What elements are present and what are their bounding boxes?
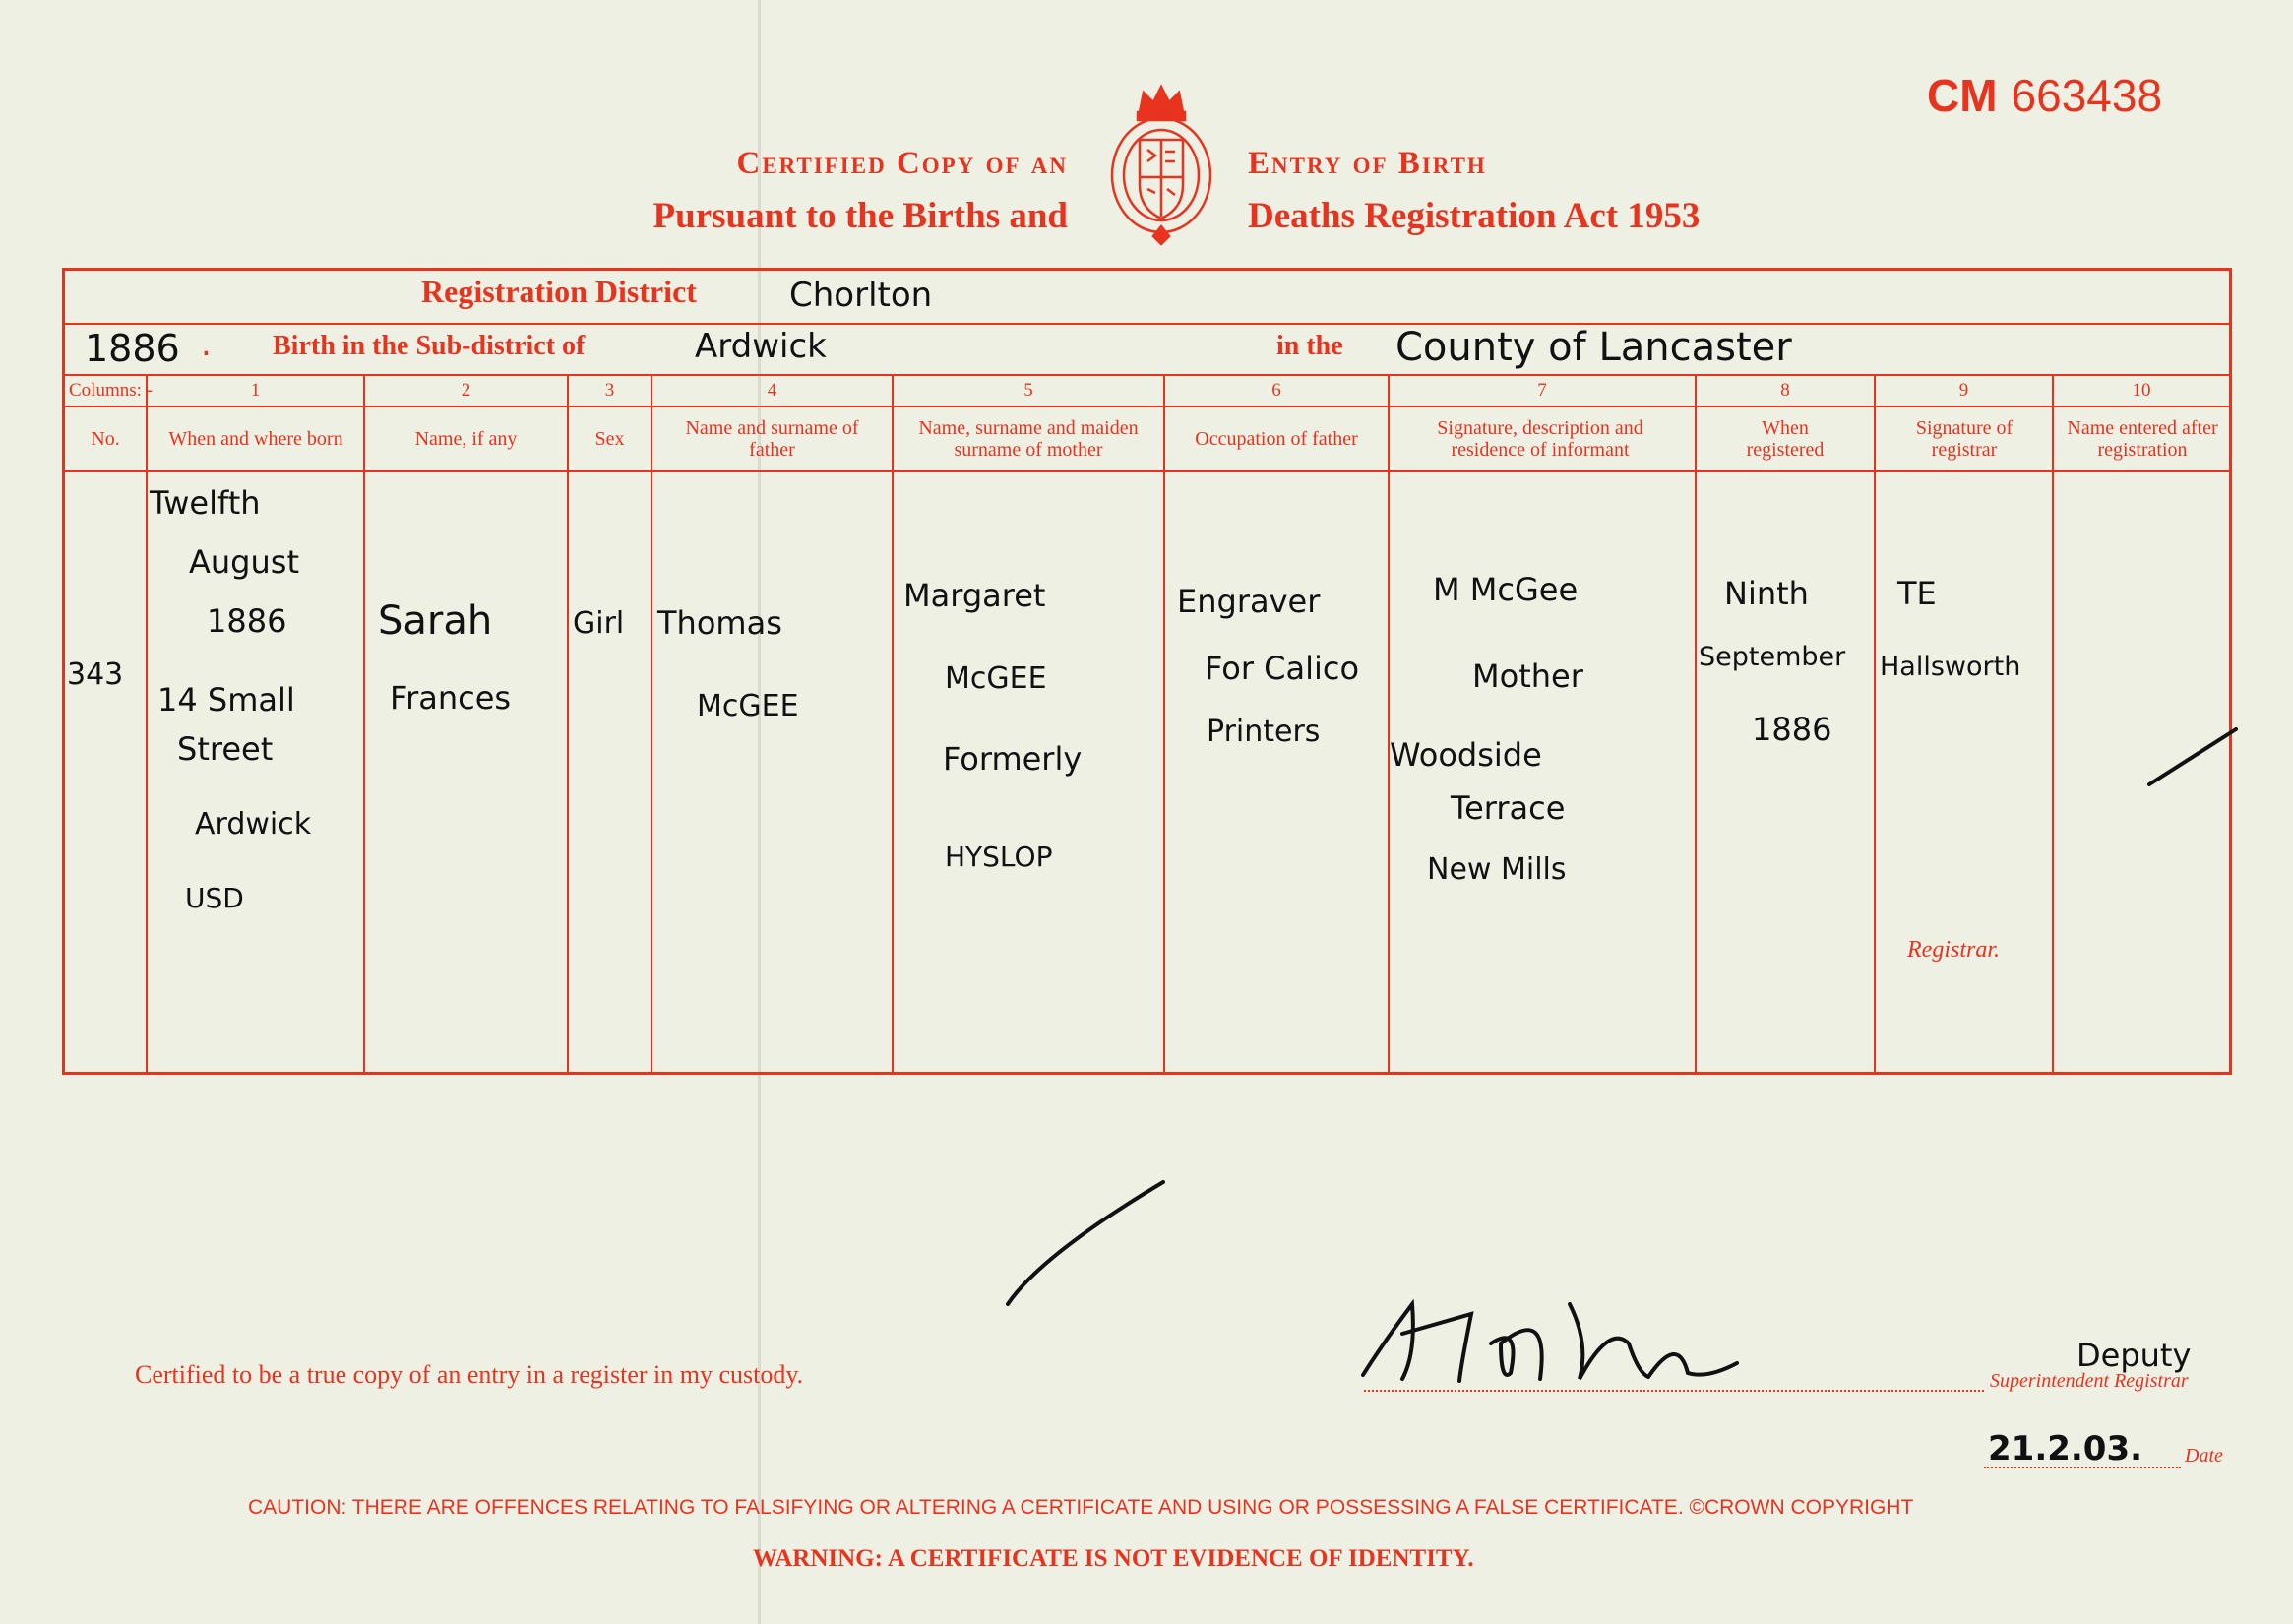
identity-warning: WARNING: A CERTIFICATE IS NOT EVIDENCE OF IDENTITY.: [753, 1545, 1474, 1572]
table-rule: [62, 470, 2232, 472]
entry-when-where-line: Twelfth: [150, 484, 261, 522]
heading-right-line2: Deaths Registration Act 1953: [1248, 196, 1701, 236]
entry-when-where-line: Ardwick: [195, 807, 312, 842]
entry-mother-line: Margaret: [903, 577, 1046, 614]
column-divider: [1695, 374, 1697, 1075]
column-number: 10: [2132, 380, 2151, 401]
column-number: 4: [767, 380, 777, 401]
entry-occupation-line: For Calico: [1205, 650, 1360, 687]
entry-registered-line: Ninth: [1724, 575, 1809, 612]
entry-when-where-line: Street: [177, 730, 274, 768]
entry-when-where-line: USD: [185, 882, 244, 914]
column-heading-sex: Sex: [594, 428, 625, 450]
column-heading-no: No.: [91, 428, 120, 450]
table-rule: [62, 323, 2232, 325]
entry-number: 343: [67, 657, 124, 692]
entry-informant-line: New Mills: [1427, 852, 1567, 887]
superintendent-registrar-label: Superintendent Registrar: [1990, 1370, 2189, 1392]
column-number: 7: [1537, 380, 1547, 401]
column-heading-after-registration: Name entered after registration: [2067, 417, 2218, 461]
column-divider: [567, 374, 569, 1075]
entry-informant-line: Woodside: [1390, 736, 1542, 774]
subdistrict-value: Ardwick: [695, 327, 827, 366]
entry-child-name-line: Sarah: [378, 598, 493, 644]
registration-year: 1886: [85, 327, 180, 370]
registrar-signature: [1353, 1284, 1747, 1393]
column-divider: [2052, 374, 2054, 1075]
registrar-label: Registrar.: [1907, 937, 2001, 963]
registration-district-label: Registration District: [421, 274, 697, 309]
column-number: 8: [1780, 380, 1790, 401]
entry-sex: Girl: [573, 606, 625, 641]
column-heading-father: Name and surname of father: [685, 417, 859, 461]
county-value: County of Lancaster: [1395, 325, 1792, 370]
column-number: 9: [1958, 380, 1969, 401]
entry-child-name-line: Frances: [390, 679, 512, 717]
cancel-stroke-blank-area: [1002, 1176, 1169, 1314]
royal-crest-icon: [1092, 79, 1230, 246]
column-number: 3: [604, 380, 615, 401]
column-heading-informant: Signature, description and residence of informant: [1437, 417, 1643, 461]
column-heading-when-where: When and where born: [168, 428, 343, 450]
column-divider: [1388, 374, 1390, 1075]
date-line: [1984, 1467, 2181, 1468]
column-number: 5: [1023, 380, 1033, 401]
entry-father-line: Thomas: [657, 604, 782, 642]
column-divider: [651, 374, 652, 1075]
entry-registrar-line: TE: [1897, 575, 1937, 612]
cancel-stroke-after-registration: [2145, 723, 2244, 792]
entry-father-line: McGEE: [697, 689, 799, 723]
deputy-annotation: Deputy: [2076, 1337, 2192, 1374]
entry-when-where-line: 14 Small: [157, 681, 295, 718]
subdistrict-label: Birth in the Sub-district of: [273, 331, 586, 361]
entry-informant-line: Terrace: [1451, 789, 1566, 827]
heading-left-line2: Pursuant to the Births and: [652, 196, 1068, 236]
column-divider: [363, 374, 365, 1075]
column-heading-mother: Name, surname and maiden surname of mother: [918, 417, 1139, 461]
county-label: in the: [1276, 331, 1343, 361]
column-divider: [146, 374, 148, 1075]
registration-district-value: Chorlton: [789, 276, 933, 315]
serial-number: 663438: [2011, 70, 2163, 121]
certification-date-value: 21.2.03.: [1988, 1429, 2143, 1468]
column-heading-name: Name, if any: [414, 428, 518, 450]
entry-mother-line: Formerly: [943, 740, 1083, 778]
certification-statement: Certified to be a true copy of an entry in a register in my custody.: [135, 1360, 804, 1389]
date-label: Date: [2185, 1445, 2223, 1467]
entry-registered-line: September: [1699, 642, 1846, 672]
heading-left-line1: Certified Copy of an: [736, 146, 1068, 181]
entry-informant-line: M McGee: [1433, 571, 1579, 608]
column-number: 2: [461, 380, 471, 401]
column-heading-occupation: Occupation of father: [1195, 428, 1358, 450]
entry-registered-line: 1886: [1752, 711, 1832, 748]
serial-prefix: CM: [1927, 70, 1998, 121]
table-rule: [62, 374, 2232, 376]
column-heading-registrar: Signature of registrar: [1915, 417, 2014, 461]
column-divider: [1163, 374, 1165, 1075]
entry-when-where-line: 1886: [207, 602, 287, 640]
entry-mother-line: HYSLOP: [945, 841, 1053, 873]
entry-mother-line: McGEE: [945, 661, 1047, 696]
heading-right-line1: Entry of Birth: [1248, 146, 1487, 181]
column-number: 6: [1271, 380, 1281, 401]
entry-registrar-line: Hallsworth: [1880, 652, 2021, 682]
columns-label: Columns: -: [69, 380, 153, 401]
column-heading-registered: When registered: [1746, 417, 1825, 461]
entry-occupation-line: Printers: [1207, 715, 1321, 749]
entry-occupation-line: Engraver: [1177, 583, 1321, 620]
column-divider: [1874, 374, 1876, 1075]
signature-line: [1364, 1390, 1984, 1392]
caution-notice: CAUTION: THERE ARE OFFENCES RELATING TO FALSIFYING OR ALTERING A CERTIFICATE AND USING OR POSSESSING A FALSE CERTIFICATE. ©CROWN COPYRIGHT: [248, 1496, 1914, 1519]
column-divider: [892, 374, 894, 1075]
entry-informant-line: Mother: [1472, 657, 1583, 695]
registration-year-dot: .: [201, 325, 212, 364]
entry-when-where-line: August: [189, 543, 299, 581]
column-number: 1: [250, 380, 261, 401]
certificate-serial: [1927, 69, 2162, 122]
